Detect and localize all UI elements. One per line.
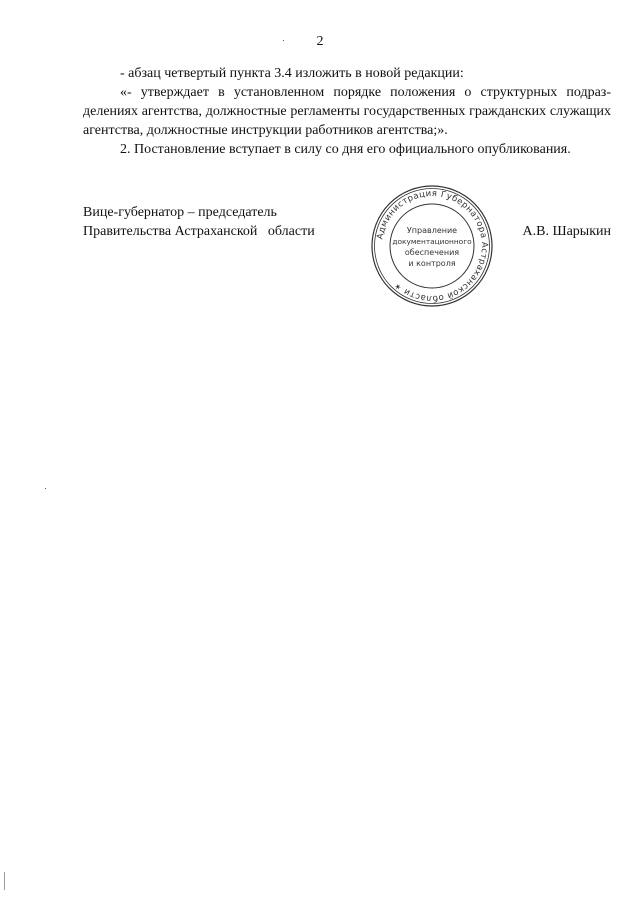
scan-speck: [45, 488, 46, 489]
signature-title-line-1: Вице-губернатор – председатель: [83, 205, 277, 220]
svg-text:Управление: Управление: [406, 226, 458, 235]
signer-name: А.В. Шарыкин: [522, 224, 611, 239]
svg-text:и контроля: и контроля: [408, 259, 456, 268]
scan-speck: [283, 40, 284, 41]
signature-title-line-2: Правительства Астраханской области: [83, 224, 315, 239]
page-number: 2: [316, 34, 324, 49]
paragraph-amendment-text: «- утверждает в установленном порядке положения о структурных подразделениях агентства, должностные регламенты государственных гражданских служащих агентства, должностные инструкции работников агентства;».: [83, 85, 611, 138]
paragraph-effective-date: 2. Постановление вступает в силу со дня его официального опубликования.: [120, 142, 571, 157]
svg-text:Администрация Губернатора Астр: Администрация Губернатора Астраханской области ✶: [375, 188, 490, 304]
svg-text:документационного: документационного: [392, 237, 472, 246]
official-seal: [370, 184, 494, 308]
paragraph-amendment-intro: - абзац четвертый пункта 3.4 изложить в новой редакции:: [120, 66, 464, 81]
svg-text:обеспечения: обеспечения: [404, 248, 460, 257]
scan-edge-mark: [4, 872, 5, 890]
signature-title: [83, 203, 315, 241]
